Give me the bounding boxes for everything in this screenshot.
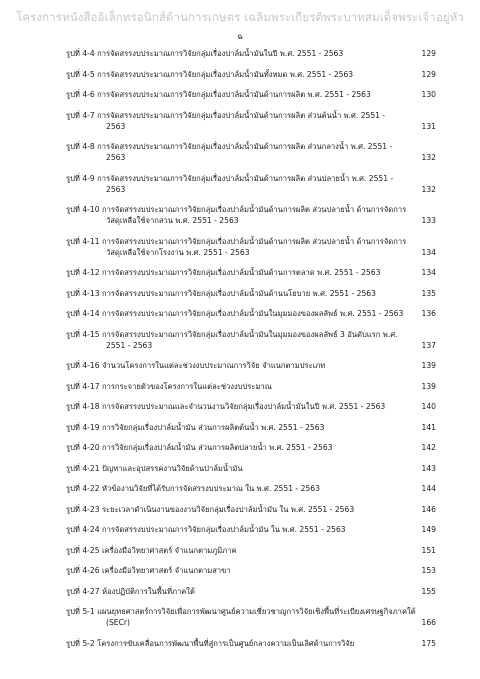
toc-entry-page-number: 133 bbox=[421, 216, 436, 225]
toc-entry-title: รูปที่ 4-13 การจัดสรรงบประมาณการวิจัยกลุ่มเรื่องปาล์มน้ำมันด้านนโยบาย พ.ศ. 2551 - 2563 bbox=[66, 288, 376, 298]
list-of-figures bbox=[66, 48, 436, 658]
toc-entry bbox=[66, 236, 436, 258]
toc-entry-page-number: 155 bbox=[421, 586, 436, 596]
page-number: ฉ bbox=[237, 32, 243, 41]
toc-entry-page-number: 132 bbox=[421, 184, 436, 194]
toc-entry bbox=[66, 442, 436, 453]
toc-entry-page-number: 134 bbox=[421, 247, 436, 257]
toc-entry-title: รูปที่ 4-25 เครื่องมือวิทยาศาสตร์ จำแนกตามภูมิภาค bbox=[66, 545, 237, 555]
toc-entry bbox=[66, 204, 436, 226]
toc-entry-page-number: 144 bbox=[421, 484, 436, 493]
toc-entry-title: รูปที่ 4-27 ห้องปฏิบัติการในพื้นที่ภาคใต้ bbox=[66, 586, 195, 596]
toc-entry-continuation: 2551 - 2563 bbox=[106, 340, 153, 350]
toc-entry-title: รูปที่ 4-18 การจัดสรรงบประมาณและจำนวนงานวิจัยกลุ่มเรื่องปาล์มน้ำมันในปี พ.ศ. 2551 - 2563 bbox=[66, 402, 386, 411]
watermark-header: โครงการหนังสืออิเล็กทรอนิกส์ด้านการเกษตร เฉลิมพระเกียรติพระบาทสมเด็จพระเจ้าอยู่หัว bbox=[16, 10, 464, 24]
toc-entry bbox=[66, 360, 436, 371]
toc-entry bbox=[66, 141, 436, 163]
toc-entry-page-number: 149 bbox=[421, 525, 436, 534]
toc-entry-page-number: 129 bbox=[421, 49, 436, 58]
toc-entry-continuation: วัสดุเหลือใช้จากสวน พ.ศ. 2551 - 2563 bbox=[106, 216, 239, 225]
toc-entry-title: รูปที่ 4-24 การจัดสรรงบประมาณการวิจัยกลุ่มเรื่องปาล์มน้ำมัน ใน พ.ศ. 2551 - 2563 bbox=[66, 525, 346, 534]
toc-entry-page-number: 146 bbox=[421, 504, 436, 514]
toc-entry-page-number: 134 bbox=[421, 268, 436, 277]
toc-entry-page-number: 139 bbox=[421, 381, 436, 391]
toc-entry bbox=[66, 422, 436, 433]
toc-entry-page-number: 151 bbox=[421, 545, 436, 555]
toc-entry-title: รูปที่ 4-9 การจัดสรรงบประมาณการวิจัยกลุ่มเรื่องปาล์มน้ำมันด้านการผลิต ส่วนปลายน้ำ พ.ศ. 2551 - bbox=[66, 173, 394, 183]
toc-entry bbox=[66, 288, 436, 299]
toc-entry-page-number: 140 bbox=[421, 402, 436, 411]
toc-entry bbox=[66, 524, 436, 535]
toc-entry bbox=[66, 69, 436, 80]
toc-entry bbox=[66, 483, 436, 494]
toc-entry-page-number: 136 bbox=[421, 309, 436, 318]
toc-entry-title: รูปที่ 4-5 การจัดสรรงบประมาณการวิจัยกลุ่มเรื่องปาล์มน้ำมันทั้งหมด พ.ศ. 2551 - 2563 bbox=[66, 69, 354, 79]
toc-entry bbox=[66, 504, 436, 515]
toc-entry-title: รูปที่ 4-15 การจัดสรรงบประมาณการวิจัยกลุ่มเรื่องปาล์มน้ำมันในมุมมองของผลลัพธ์ 3 อันดับแรก พ.ศ. bbox=[66, 329, 398, 339]
toc-entry-title: รูปที่ 4-10 การจัดสรรงบประมาณการวิจัยกลุ่มเรื่องปาล์มน้ำมันด้านการผลิต ส่วนปลายน้ำ ด้านการจัดการ bbox=[66, 205, 407, 214]
toc-entry bbox=[66, 89, 436, 100]
toc-entry-continuation: 2563 bbox=[106, 184, 126, 194]
toc-entry-page-number: 153 bbox=[421, 566, 436, 575]
toc-entry bbox=[66, 638, 436, 649]
toc-entry-title: รูปที่ 5-1 แผนยุทธศาสตร์การวิจัยเพื่อการพัฒนาศูนย์ความเชี่ยวชาญการวิจัยเชิงพื้นที่ระเบียงเศรษฐกิจภาคใต้ bbox=[66, 607, 416, 616]
toc-entry-page-number: 131 bbox=[421, 121, 436, 131]
toc-entry-page-number: 143 bbox=[421, 463, 436, 473]
toc-entry-page-number: 142 bbox=[421, 443, 436, 452]
toc-entry bbox=[66, 565, 436, 576]
toc-entry-title: รูปที่ 4-7 การจัดสรรงบประมาณการวิจัยกลุ่มเรื่องปาล์มน้ำมันด้านการผลิต ส่วนต้นน้ำ พ.ศ. 2551 - bbox=[66, 110, 386, 120]
toc-entry-title: รูปที่ 4-11 การจัดสรรงบประมาณการวิจัยกลุ่มเรื่องปาล์มน้ำมันด้านการผลิต ส่วนปลายน้ำ ด้านการจัดการ bbox=[66, 236, 407, 246]
toc-entry bbox=[66, 308, 436, 319]
toc-entry-title: รูปที่ 5-2 โครงการขับเคลื่อนการพัฒนาพื้นที่สู่การเป็นศูนย์กลางความเป็นเลิศด้านการวิจัย bbox=[66, 638, 355, 648]
toc-entry-page-number: 129 bbox=[421, 69, 436, 79]
toc-entry-title: รูปที่ 4-8 การจัดสรรงบประมาณการวิจัยกลุ่มเรื่องปาล์มน้ำมันด้านการผลิต ส่วนกลางน้ำ พ.ศ. 2551 - bbox=[66, 142, 393, 151]
toc-entry-title: รูปที่ 4-6 การจัดสรรงบประมาณการวิจัยกลุ่มเรื่องปาล์มน้ำมันด้านการผลิต พ.ศ. 2551 - 2563 bbox=[66, 90, 371, 99]
toc-entry-page-number: 132 bbox=[421, 153, 436, 162]
toc-entry-title: รูปที่ 4-17 การกระจายตัวของโครงการในแต่ละช่วงงบประมาณ bbox=[66, 381, 272, 391]
toc-entry-page-number: 166 bbox=[421, 618, 436, 627]
toc-entry-continuation: (SECr) bbox=[106, 618, 130, 627]
toc-entry-title: รูปที่ 4-4 การจัดสรรงบประมาณการวิจัยกลุ่มเรื่องปาล์มน้ำมันในปี พ.ศ. 2551 - 2563 bbox=[66, 49, 344, 58]
toc-entry-continuation: 2563 bbox=[106, 121, 126, 131]
toc-entry bbox=[66, 110, 436, 132]
toc-entry-title: รูปที่ 4-19 การวิจัยกลุ่มเรื่องปาล์มน้ำมัน ส่วนการผลิตต้นน้ำ พ.ศ. 2551 - 2563 bbox=[66, 422, 325, 432]
toc-entry-title: รูปที่ 4-16 จำนวนโครงการในแต่ละช่วงงบประมาณการวิจัย จำแนกตามประเภท bbox=[66, 361, 326, 370]
toc-entry-page-number: 137 bbox=[421, 340, 436, 350]
toc-entry-page-number: 139 bbox=[421, 361, 436, 370]
toc-entry-page-number: 175 bbox=[421, 638, 436, 648]
toc-entry-continuation: 2563 bbox=[106, 153, 126, 162]
toc-entry bbox=[66, 381, 436, 392]
toc-entry-page-number: 135 bbox=[421, 288, 436, 298]
toc-entry bbox=[66, 173, 436, 195]
toc-entry-page-number: 141 bbox=[421, 422, 436, 432]
toc-entry-title: รูปที่ 4-23 ระยะเวลาดำเนินงานของงานวิจัยกลุ่มเรื่องปาล์มน้ำมัน ใน พ.ศ. 2551 - 2563 bbox=[66, 504, 355, 514]
toc-entry-title: รูปที่ 4-22 หัวข้องานวิจัยที่ได้รับการจัดสรรงบประมาณ ใน พ.ศ. 2551 - 2563 bbox=[66, 484, 320, 493]
toc-entry-title: รูปที่ 4-21 ปัญหาและอุปสรรคงานวิจัยด้านปาล์มน้ำมัน bbox=[66, 463, 243, 473]
toc-entry bbox=[66, 401, 436, 412]
toc-entry-title: รูปที่ 4-26 เครื่องมือวิทยาศาสตร์ จำแนกตามสาขา bbox=[66, 566, 231, 575]
toc-entry-page-number: 130 bbox=[421, 90, 436, 99]
toc-entry bbox=[66, 48, 436, 59]
toc-entry bbox=[66, 606, 436, 628]
toc-entry-continuation: วัสดุเหลือใช้จากโรงงาน พ.ศ. 2551 - 2563 bbox=[106, 247, 250, 257]
toc-entry bbox=[66, 545, 436, 556]
toc-entry bbox=[66, 329, 436, 351]
toc-entry bbox=[66, 463, 436, 474]
toc-entry-title: รูปที่ 4-14 การจัดสรรงบประมาณการวิจัยกลุ่มเรื่องปาล์มน้ำมันในมุมมองของผลลัพธ์ พ.ศ. 2551 - 2563 bbox=[66, 309, 404, 318]
toc-entry bbox=[66, 586, 436, 597]
toc-entry-title: รูปที่ 4-20 การวิจัยกลุ่มเรื่องปาล์มน้ำมัน ส่วนการผลิตปลายน้ำ พ.ศ. 2551 - 2563 bbox=[66, 443, 333, 452]
toc-entry-title: รูปที่ 4-12 การจัดสรรงบประมาณการวิจัยกลุ่มเรื่องปาล์มน้ำมันด้านการตลาด พ.ศ. 2551 - 2563 bbox=[66, 268, 381, 277]
toc-entry bbox=[66, 267, 436, 278]
